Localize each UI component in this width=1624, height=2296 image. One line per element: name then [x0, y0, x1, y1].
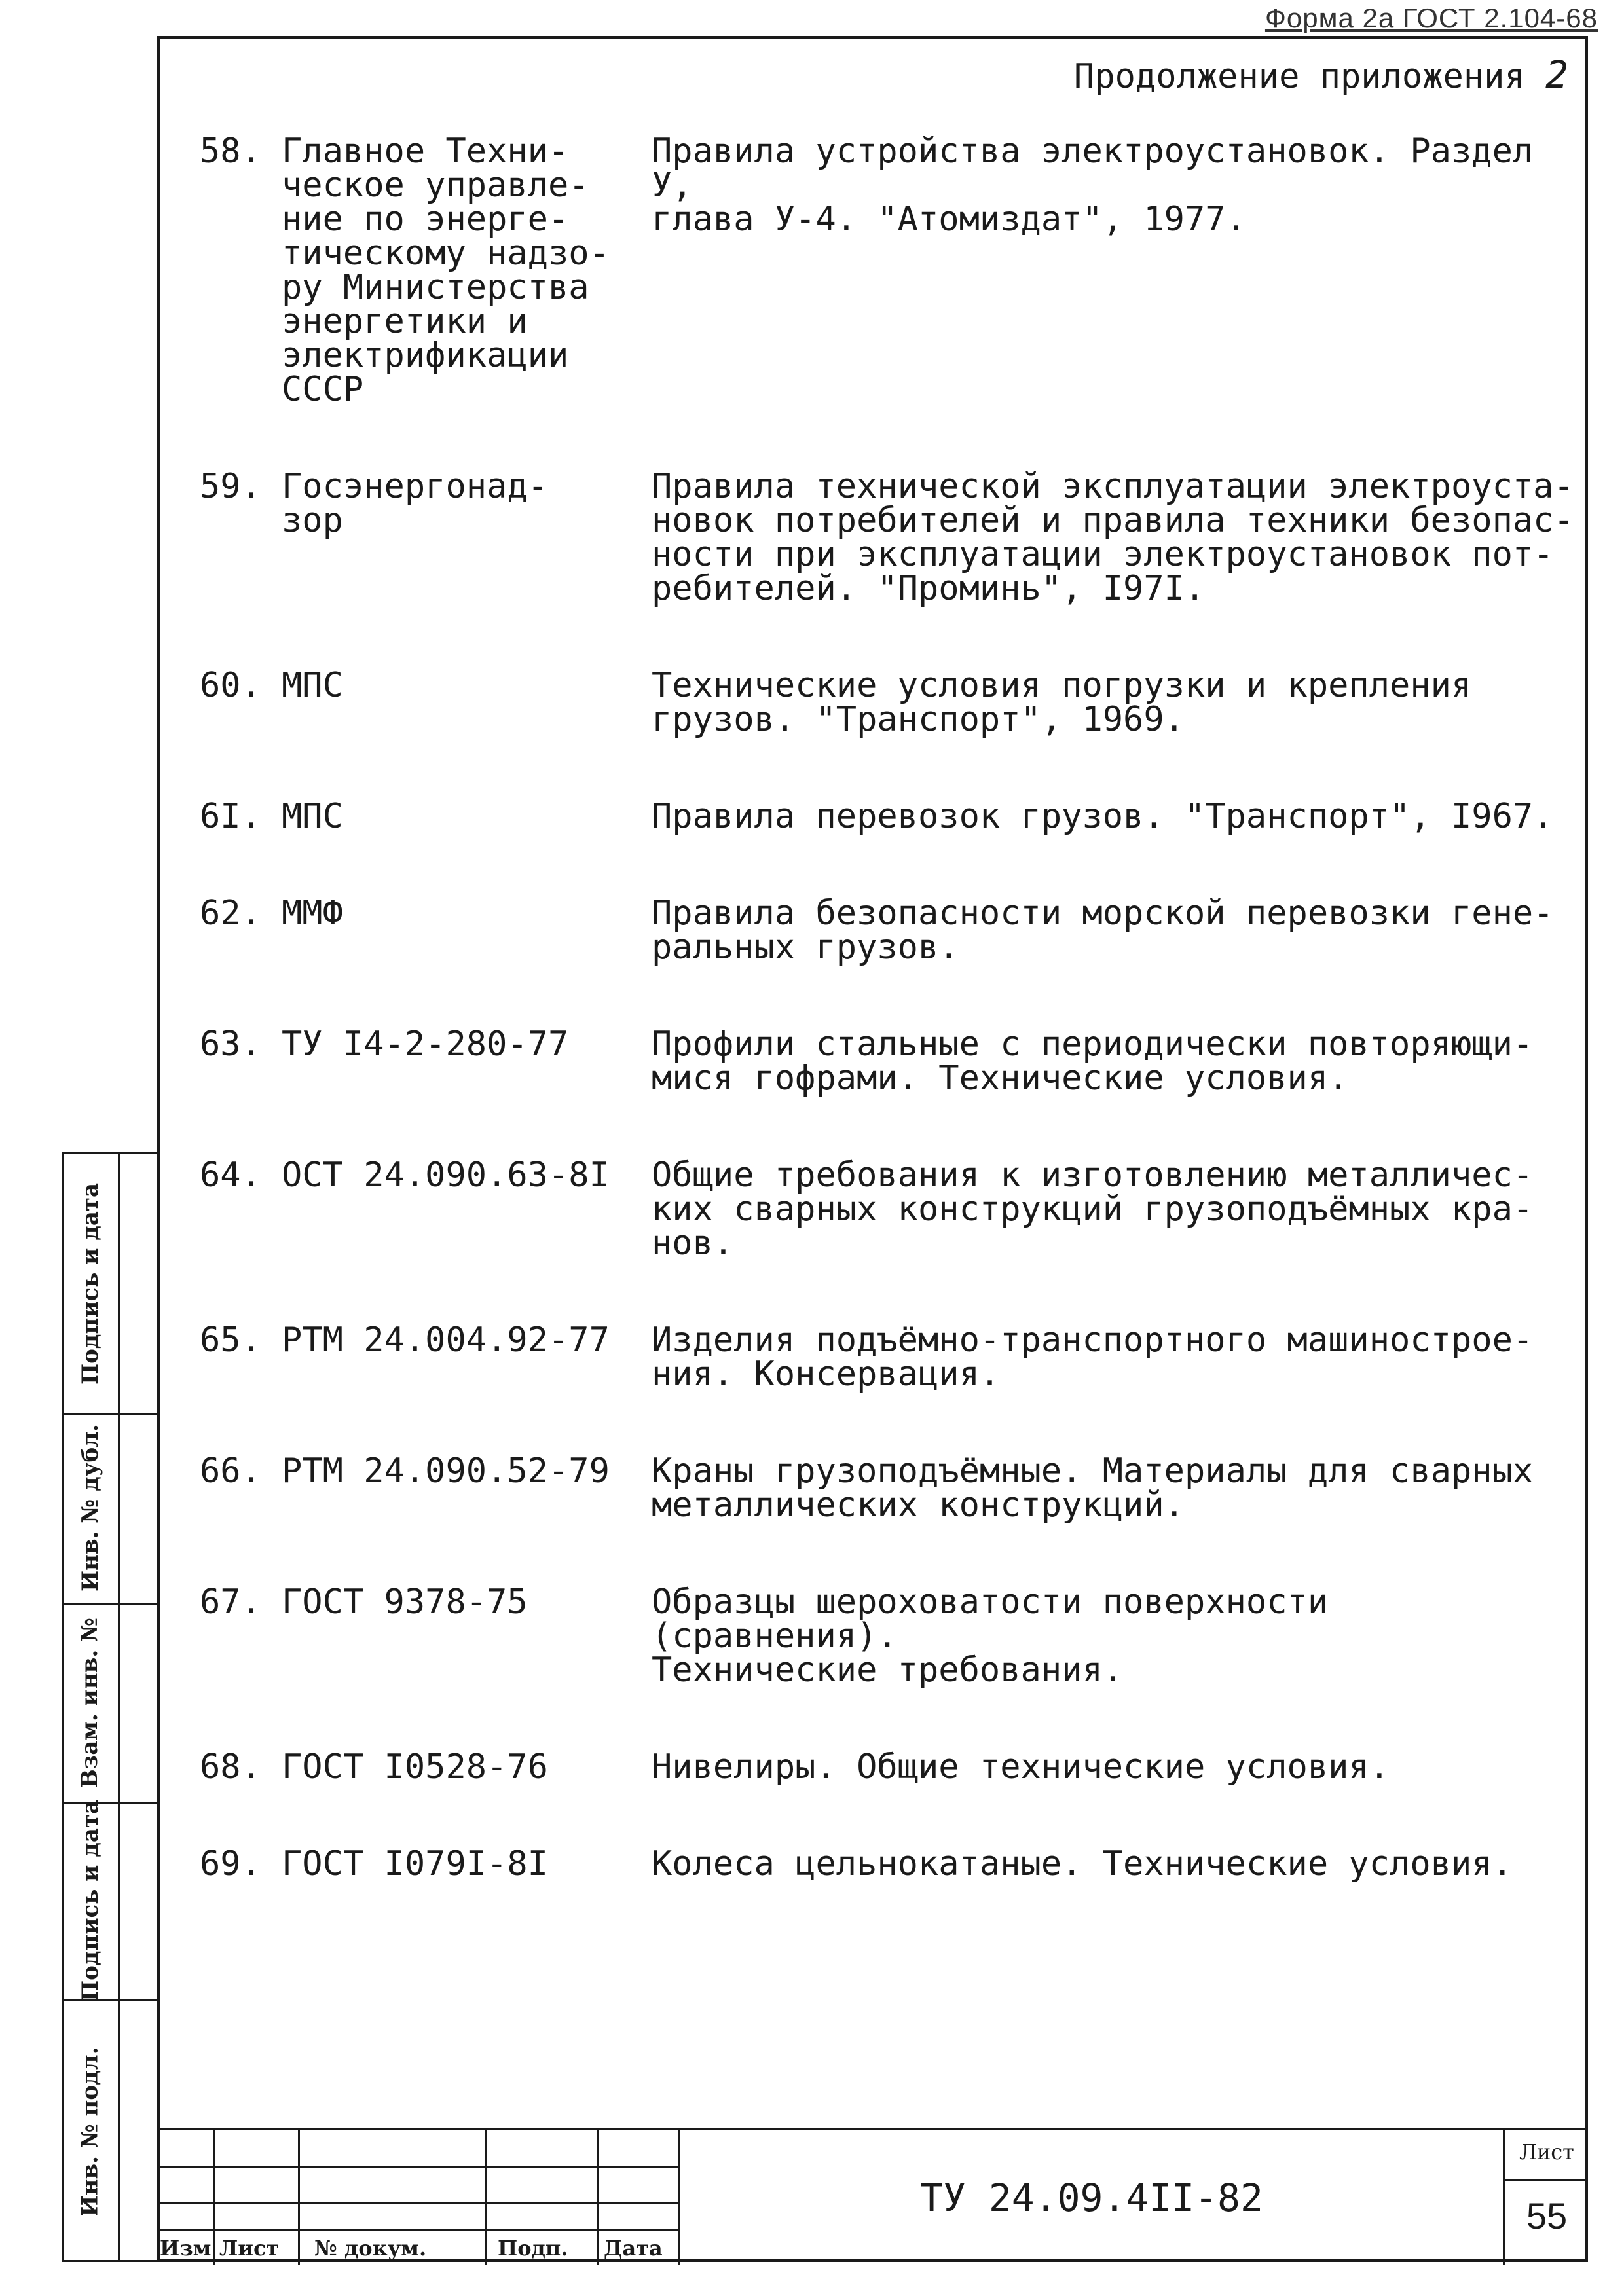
entry-number: 63. — [200, 1025, 261, 1064]
reference-entry-69 — [200, 1844, 1588, 1884]
col-document-label: № докум. — [314, 2236, 427, 2261]
sheet-number: 55 — [1526, 2195, 1568, 2236]
entry-issuer: МПС — [282, 797, 343, 836]
entry-issuer: РТМ 24.004.92-77 — [282, 1321, 610, 1360]
stamp-signature-date-label: Подпись и дата — [77, 1799, 103, 2002]
revision-row-line — [157, 2166, 678, 2168]
reference-entry-62 — [200, 894, 1588, 967]
reference-list — [200, 134, 1588, 1944]
sheet-box — [1503, 2130, 1588, 2265]
entry-title: Общие требования к изготовлению металличес- ких сварных конструкций грузоподъёмных кра- нов. — [652, 1156, 1534, 1263]
reference-entry-59 — [200, 469, 1588, 606]
entry-issuer: ТУ I4-2-280-77 — [282, 1025, 569, 1064]
stamp-original-inv-label: Инв. № подл. — [77, 2046, 103, 2217]
continuation-text: Продолжение приложения — [1074, 57, 1525, 96]
entry-number: 65. — [200, 1321, 261, 1360]
reference-entry-60 — [200, 668, 1588, 737]
entry-title: Образцы шероховатости поверхности (сравнения). Технические требования. — [652, 1582, 1329, 1690]
reference-entry-61 — [200, 797, 1588, 836]
continuation-number: 2 — [1545, 52, 1568, 97]
entry-issuer: РТМ 24.090.52-79 — [282, 1451, 610, 1491]
stamp-duplicate-inv-label: Инв. № дубл. — [77, 1423, 103, 1592]
reference-entry-64 — [200, 1156, 1588, 1263]
stamp-replacement-inv-label: Взам. инв. № — [77, 1617, 103, 1788]
entry-title: Нивелиры. Общие технические условия. — [652, 1747, 1390, 1787]
reference-entry-65 — [200, 1321, 1588, 1394]
entry-number: 64. — [200, 1156, 261, 1195]
title-block — [157, 2128, 1588, 2262]
revision-header-line — [157, 2229, 678, 2231]
revision-col-line — [298, 2130, 300, 2265]
entry-issuer: МПС — [282, 666, 343, 705]
entry-title: Колеса цельнокатаные. Технические условия. — [652, 1844, 1513, 1884]
entry-title: Правила перевозок грузов. "Транспорт", I967. — [652, 797, 1554, 836]
col-signature-label: Подп. — [498, 2236, 568, 2261]
entry-title: Технические условия погрузки и крепления грузов. "Транспорт", 1969. — [652, 666, 1472, 739]
entry-title: Изделия подъёмно-транспортного машинострое- ния. Консервация. — [652, 1321, 1534, 1394]
col-sheet-label: Лист — [219, 2236, 280, 2261]
document-code: ТУ 24.09.4II-82 — [678, 2130, 1503, 2265]
form-label: Форма 2а ГОСТ 2.104-68 — [1264, 3, 1598, 33]
entry-title: Правила технической эксплуатации электроуста- новок потребителей и правила техники безопас- ности при эксплуатации электроустановок пот- ребителей. "Проминь", I97I. — [652, 467, 1574, 608]
reference-entry-68 — [200, 1747, 1588, 1787]
stamp-border-inner — [118, 1154, 120, 2260]
entry-issuer: Главное Техни- ческое управле- ние по энерге- тическому надзо- ру Министерства энергетики и электрификации СССР — [282, 132, 610, 409]
entry-issuer: ГОСТ I079I-8I — [282, 1844, 548, 1884]
entry-issuer: ОСТ 24.090.63-8I — [282, 1156, 610, 1195]
reference-entry-63 — [200, 1025, 1588, 1098]
revision-row-line — [157, 2202, 678, 2204]
revision-col-line — [213, 2130, 215, 2265]
entry-number: 59. — [200, 467, 261, 506]
entry-title: Правила безопасности морской перевозки гене- ральных грузов. — [652, 894, 1554, 967]
entry-number: 68. — [200, 1747, 261, 1787]
entry-number: 60. — [200, 666, 261, 705]
entry-number: 66. — [200, 1451, 261, 1491]
revision-grid — [157, 2130, 678, 2265]
entry-title: Краны грузоподъёмные. Материалы для сварных металлических конструкций. — [652, 1451, 1534, 1525]
sheet-divider — [1505, 2179, 1588, 2181]
entry-number: 69. — [200, 1844, 261, 1884]
stamp-signature-date-label: Подпись и дата — [77, 1182, 103, 1385]
entry-issuer: ГОСТ I0528-76 — [282, 1747, 548, 1787]
entry-number: 6I. — [200, 797, 261, 836]
reference-entry-58 — [200, 134, 1588, 407]
entry-issuer: ММФ — [282, 894, 343, 933]
entry-issuer: Госэнергонад- зор — [282, 467, 548, 540]
col-change-label: Изм — [160, 2236, 212, 2261]
revision-col-line — [597, 2130, 599, 2265]
sheet-label: Лист — [1519, 2140, 1574, 2164]
col-date-label: Дата — [604, 2236, 663, 2261]
entry-title: Профили стальные с периодически повторяющи- мися гофрами. Технические условия. — [652, 1025, 1534, 1098]
continuation-heading — [1074, 52, 1568, 98]
margin-stamp-column — [62, 1152, 160, 2262]
revision-col-line — [485, 2130, 487, 2265]
entry-number: 67. — [200, 1582, 261, 1622]
reference-entry-67 — [200, 1582, 1588, 1690]
entry-number: 62. — [200, 894, 261, 933]
entry-issuer: ГОСТ 9378-75 — [282, 1582, 528, 1622]
entry-number: 58. — [200, 132, 261, 171]
entry-title: Правила устройства электроустановок. Раздел У, глава У-4. "Атомиздат", 1977. — [652, 132, 1534, 239]
reference-entry-66 — [200, 1451, 1588, 1525]
